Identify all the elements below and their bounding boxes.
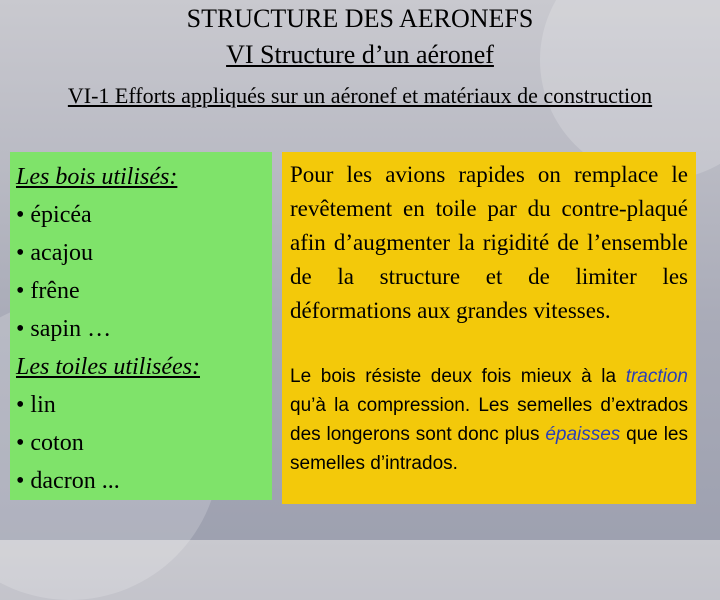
fast-aircraft-note: [282, 152, 696, 356]
wood-item: • frêne: [16, 272, 272, 310]
subsection-title: VI-1 Efforts appliqués sur un aéronef et matériaux de construction: [67, 83, 653, 108]
wood-item: • sapin …: [16, 310, 272, 348]
materials-list-panel: [10, 152, 272, 500]
fabric-item: • dacron ...: [16, 462, 272, 500]
traction-highlight: traction: [625, 366, 688, 387]
wood-strength-text-part3: que les semelles d’intrados.: [290, 424, 689, 474]
fast-aircraft-text: Pour les avions rapides on remplace le revêtement en toile par du contre-plaqué afin d’augmenter la rigidité de l’ensemble de la structure et de limiter les déformations aux grandes vitesses.: [290, 162, 688, 323]
fabrics-heading: Les toiles utilisées:: [16, 354, 200, 380]
wood-item: • épicéa: [16, 196, 272, 234]
page-title: STRUCTURE DES AERONEFS: [186, 4, 534, 33]
fabric-item: • lin: [16, 386, 272, 424]
fabric-item: • coton: [16, 424, 272, 462]
wood-strength-text-part2: qu’à la compression. Les semelles d’extrados des longerons sont donc plus: [290, 395, 688, 445]
epaisses-highlight: épaisses: [545, 424, 621, 445]
section-title: VI Structure d’un aéronef: [226, 40, 494, 69]
wood-strength-text-part1: Le bois résiste deux fois mieux à la: [290, 366, 626, 387]
wood-item: • acajou: [16, 234, 272, 272]
wood-strength-note: [282, 356, 696, 504]
woods-heading: Les bois utilisés:: [16, 164, 178, 190]
